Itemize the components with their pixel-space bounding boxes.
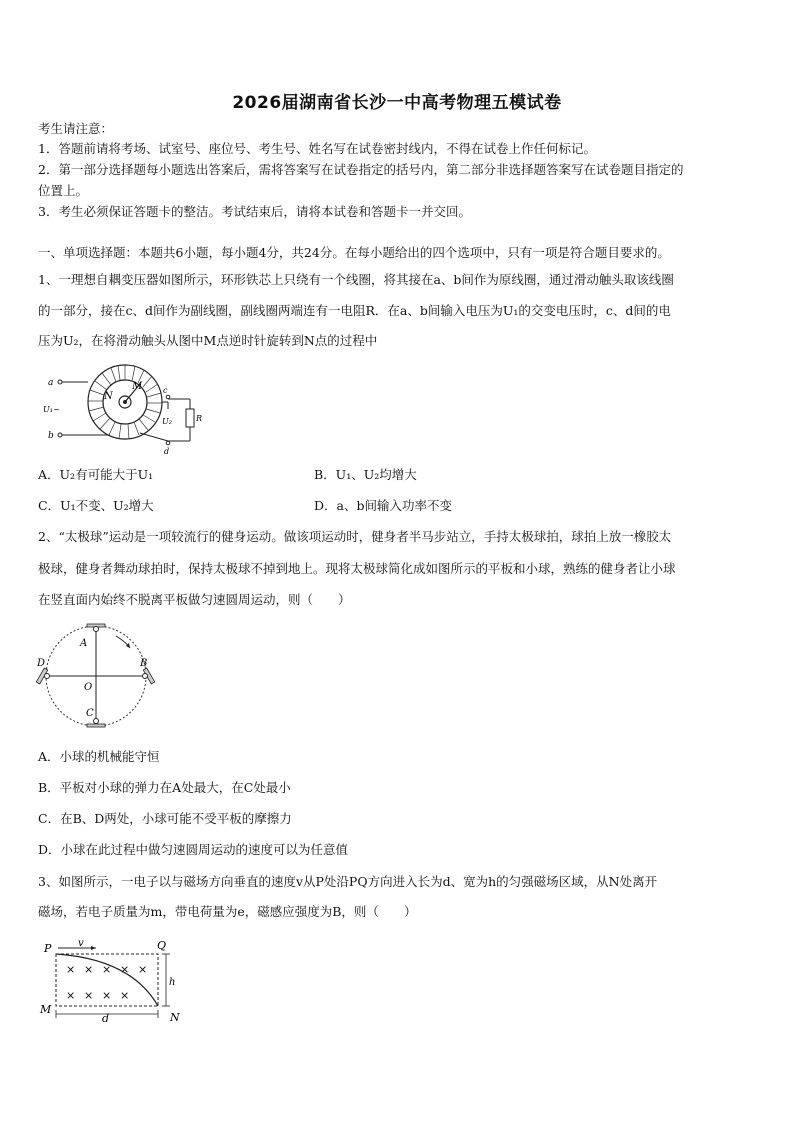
q1-label-r: R — [196, 414, 203, 423]
q3-label-m: M — [40, 1003, 52, 1016]
q3-label-q: Q — [157, 939, 167, 952]
q3-text: 3、如图所示，一电子以与磁场方向垂直的速度v从P处沿PQ方向进入长为d、宽为h的匀强磁场区域，从N处离开 — [38, 874, 658, 889]
q2-text: 2、“太极球”运动是一项较流行的健身运动。做该项运动时，健身者半马步站立，手持太极球拍，球拍上放一橡胶太 — [38, 529, 672, 544]
q1-text: 压为U₂，在将滑动触头从图中M点逆时针旋转到N点的过程中 — [38, 333, 378, 348]
q1-option-c[interactable]: C．U₁不变、U₂增大 — [38, 498, 154, 513]
q2-label-d: D — [37, 658, 46, 669]
q1-label-c: c — [163, 386, 168, 395]
q3-label-p: P — [44, 942, 52, 955]
cross-mark: × — [138, 963, 148, 976]
notice-item: 3．考生必须保证答题卡的整洁。考试结束后，请将本试卷和答题卡一并交回。 — [38, 204, 471, 219]
cross-mark: × — [120, 963, 130, 976]
section-heading: 一、单项选择题：本题共6小题，每小题4分，共24分。在每小题给出的四个选项中，只有一项是符合题目要求的。 — [38, 245, 670, 260]
notice-item: 位置上。 — [38, 183, 89, 198]
notice-item: 2．第一部分选择题每小题选出答案后，需将答案写在试卷指定的括号内，第二部分非选择题答案写在试卷题目指定的 — [38, 162, 684, 177]
cross-mark: × — [66, 963, 76, 976]
q2-label-a: A — [80, 638, 88, 649]
q1-label-b: b — [48, 431, 54, 441]
page-title: 2026届湖南省长沙一中高考物理五模试卷 — [232, 93, 562, 113]
q2-label-b: B — [140, 658, 148, 669]
q1-transformer-figure — [40, 357, 210, 457]
q2-label-c: C — [86, 708, 94, 719]
q2-label-o: O — [84, 682, 93, 693]
cross-mark: × — [66, 989, 76, 1002]
q1-label-u1: U₁~ — [43, 405, 60, 414]
q1-option-d[interactable]: D．a、b间输入功率不变 — [314, 498, 452, 513]
q2-option-a[interactable]: A．小球的机械能守恒 — [38, 749, 160, 764]
q1-option-a[interactable]: A．U₂有可能大于U₁ — [38, 467, 154, 482]
cross-mark: × — [102, 989, 112, 1002]
q2-text: 极球，健身者舞动球拍时，保持太极球不掉到地上。现将太极球简化成如图所示的平板和小球，熟练的健身者让小球 — [38, 561, 676, 576]
cross-mark: × — [120, 989, 130, 1002]
q2-option-d[interactable]: D．小球在此过程中做匀速圆周运动的速度可以为任意值 — [38, 842, 349, 857]
q2-taiji-figure — [34, 620, 159, 730]
q1-label-n: N — [104, 391, 113, 402]
cross-mark: × — [84, 989, 94, 1002]
cross-mark: × — [102, 963, 112, 976]
q1-text: 的一部分，接在c、d间作为副线圈，副线圈两端连有一电阻R．在a、b间输入电压为U₁的交变电压时，c、d间的电 — [38, 303, 671, 318]
q1-text: 1、一理想自耦变压器如图所示，环形铁芯上只绕有一个线圈，将其接在a、b间作为原线圈，通过滑动触头取该线圈 — [38, 272, 674, 287]
q1-label-m: M — [132, 381, 143, 392]
q2-option-b[interactable]: B．平板对小球的弹力在A处最大，在C处最小 — [38, 780, 291, 795]
q1-option-b[interactable]: B．U₁、U₂均增大 — [314, 467, 417, 482]
cross-mark: × — [84, 963, 94, 976]
q1-label-u2: U₂ — [162, 417, 172, 426]
q3-field-figure — [36, 937, 196, 1027]
notice-header: 考生请注意： — [38, 121, 114, 136]
q3-text: 磁场，若电子质量为m，带电荷量为e，磁感应强度为B，则（ ） — [38, 904, 417, 919]
q3-label-h: h — [169, 977, 176, 988]
q3-label-n: N — [170, 1011, 180, 1024]
q2-text: 在竖直面内始终不脱离平板做匀速圆周运动，则（ ） — [38, 592, 351, 607]
q3-label-v: v — [78, 938, 84, 949]
notice-item: 1．答题前请将考场、试室号、座位号、考生号、姓名写在试卷密封线内，不得在试卷上作任何标记。 — [38, 141, 596, 156]
q3-label-d: d — [102, 1012, 110, 1025]
q1-label-d: d — [164, 447, 170, 456]
q1-label-a: a — [48, 378, 54, 388]
q2-option-c[interactable]: C．在B、D两处，小球可能不受平板的摩擦力 — [38, 811, 292, 826]
